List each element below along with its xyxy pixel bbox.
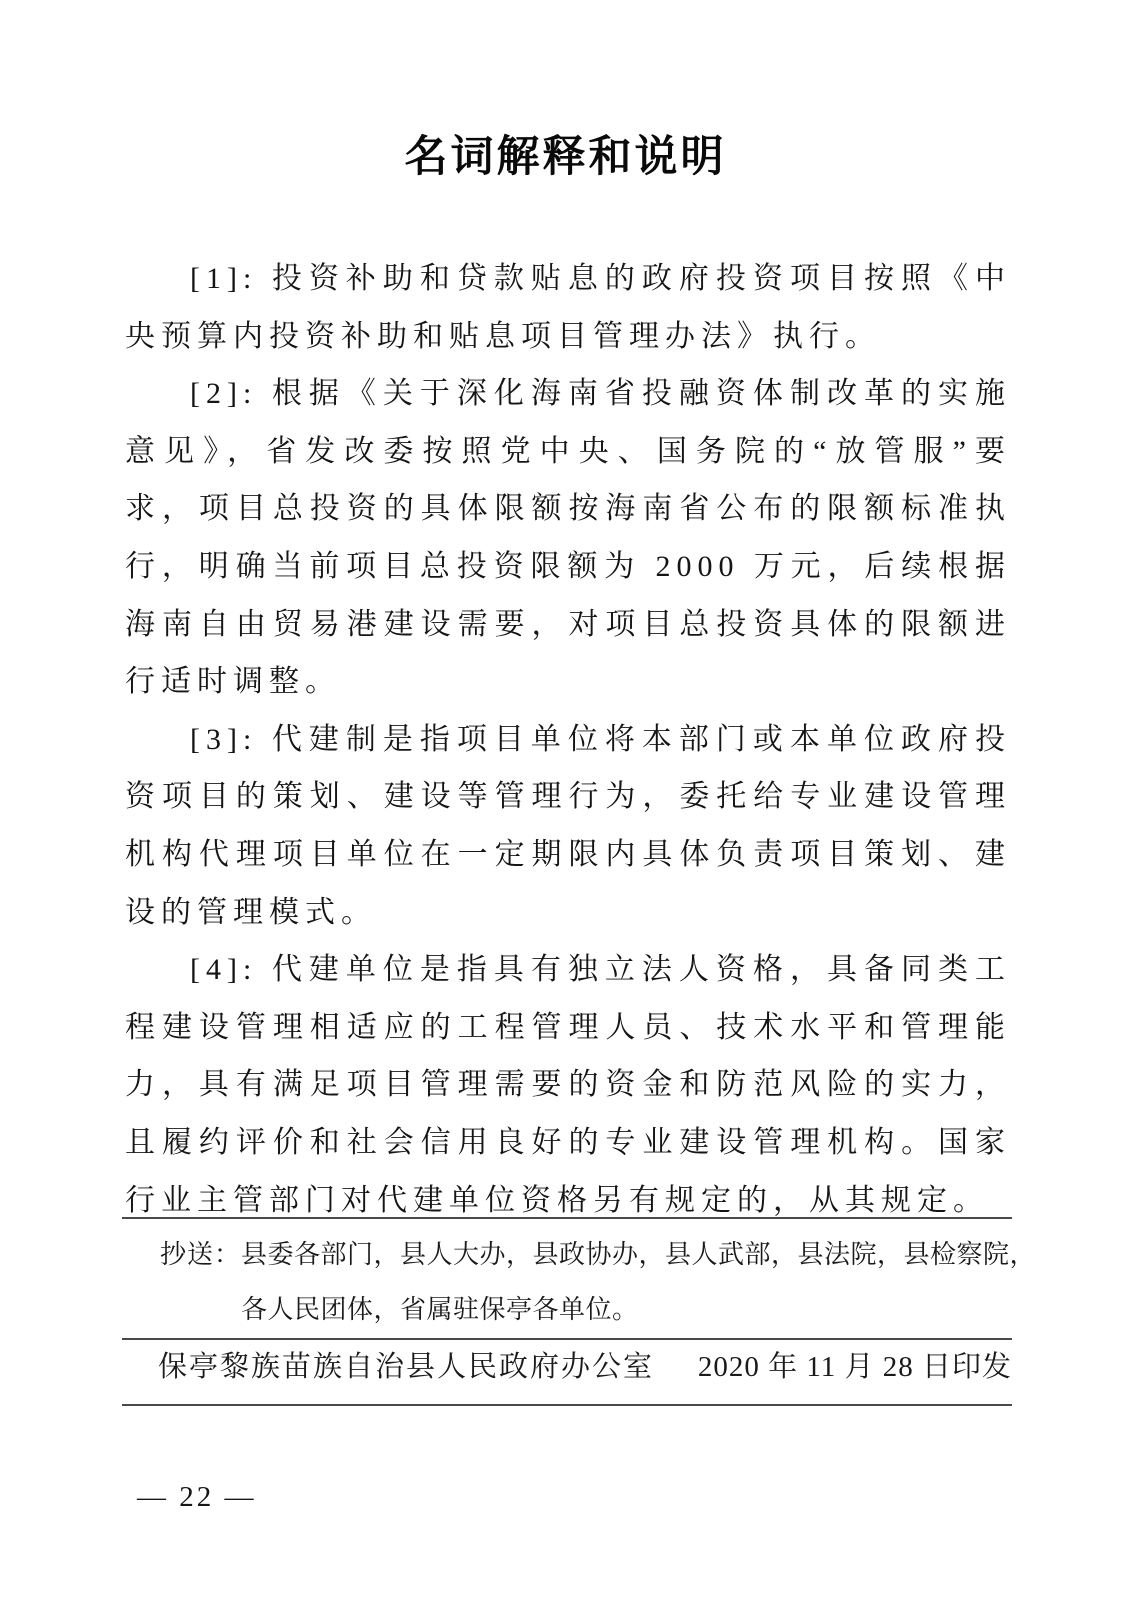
page-title: 名词解释和说明 xyxy=(404,134,727,181)
paragraph-definition-2: [2]: 根据《关于深化海南省投融资体制改革的实施意见》，省发改委按照党中央、国务院的“放管服”要求，项目总投资的具体限额按海南省公布的限额标准执行，明确当前项目总投资限额为 2000 万元，后续根据海南自由贸易港建设需要，对项目总投资具体的限额进行适时调整。 xyxy=(125,377,1011,699)
cc-recipients-line-1: 县委各部门，县人大办，县政协办，县人武部，县法院，县检察院， xyxy=(241,1240,1037,1269)
footer-divider-middle xyxy=(122,1338,1012,1340)
issuing-office: 保亭黎族苗族自治县人民政府办公室 xyxy=(158,1351,655,1383)
print-date: 2020 年 11 月 28 日印发 xyxy=(697,1351,1012,1383)
cc-recipients xyxy=(241,1227,1037,1337)
cc-label: 抄送： xyxy=(160,1240,242,1269)
paragraph-definition-1: [1]: 投资补助和贷款贴息的政府投资项目按照《中央预算内投资补助和贴息项目管理办法》执行。 xyxy=(125,262,1011,353)
footer-divider-bottom xyxy=(122,1404,1012,1406)
document-body xyxy=(125,250,1011,1229)
cc-block xyxy=(160,1227,1037,1337)
page-number: — 22 — xyxy=(137,1481,257,1513)
footer-divider-top xyxy=(122,1217,1012,1219)
cc-recipients-line-2: 各人民团体，省属驻保亭各单位。 xyxy=(241,1295,639,1324)
paragraph-definition-3: [3]: 代建制是指项目单位将本部门或本单位政府投资项目的策划、建设等管理行为，委托给专业建设管理机构代理项目单位在一定期限内具体负责项目策划、建设的管理模式。 xyxy=(125,722,1011,929)
paragraph-definition-4: [4]: 代建单位是指具有独立法人资格，具备同类工程建设管理相适应的工程管理人员、技术水平和管理能力，具有满足项目管理需要的资金和防范风险的实力，且履约评价和社会信用良好的专业建设管理机构。国家行业主管部门对代建单位资格另有规定的，从其规定。 xyxy=(125,953,1011,1217)
issuer-row xyxy=(158,1342,1012,1392)
